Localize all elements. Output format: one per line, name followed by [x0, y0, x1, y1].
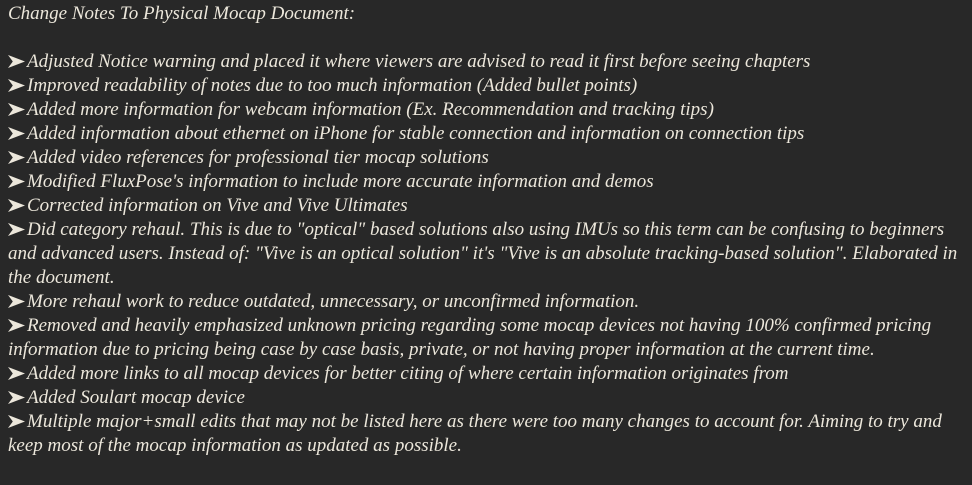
change-note-item: [8, 98, 962, 122]
arrowhead-right-icon: [8, 295, 25, 308]
change-note-text: Corrected information on Vive and Vive Ultimates: [27, 195, 408, 216]
arrowhead-right-icon: [8, 415, 25, 428]
change-note-item: [8, 362, 962, 386]
arrowhead-right-icon: [8, 151, 25, 164]
change-note-item: [8, 194, 962, 218]
arrowhead-right-icon: [8, 367, 25, 380]
arrowhead-right-icon: [8, 391, 25, 404]
change-note-text: Adjusted Notice warning and placed it where viewers are advised to read it first before seeing chapters: [27, 51, 811, 72]
change-note-item: [8, 122, 962, 146]
change-note-text: Added video references for professional tier mocap solutions: [27, 147, 489, 168]
change-note-text: Multiple major+small edits that may not be listed here as there were too many changes to account for. Aiming to try and keep most of the mocap information as updated as possible.: [8, 411, 942, 456]
change-note-item: [8, 218, 962, 290]
change-note-text: Improved readability of notes due to too much information (Added bullet points): [27, 75, 638, 96]
change-note-text: Added more links to all mocap devices for better citing of where certain information originates from: [27, 363, 789, 384]
change-note-text: Added Soulart mocap device: [27, 387, 245, 408]
change-note-text: Added more information for webcam information (Ex. Recommendation and tracking tips): [27, 99, 714, 120]
change-note-item: [8, 170, 962, 194]
arrowhead-right-icon: [8, 79, 25, 92]
arrowhead-right-icon: [8, 55, 25, 68]
arrowhead-right-icon: [8, 103, 25, 116]
arrowhead-right-icon: [8, 223, 25, 236]
change-notes-list: [8, 50, 962, 458]
document-title: Change Notes To Physical Mocap Document:: [8, 3, 356, 24]
change-note-text: More rehaul work to reduce outdated, unnecessary, or unconfirmed information.: [27, 291, 640, 312]
arrowhead-right-icon: [8, 319, 25, 332]
arrowhead-right-icon: [8, 199, 25, 212]
change-note-item: [8, 50, 962, 74]
change-note-text: Did category rehaul. This is due to "optical" based solutions also using IMUs so this term can be confusing to beginners and advanced users. Instead of: "Vive is an optical solution" it's "Vive is an absolute tracking-based solution". Elaborated in the document.: [8, 219, 958, 288]
change-note-item: [8, 290, 962, 314]
change-note-text: Removed and heavily emphasized unknown pricing regarding some mocap devices not having 100% confirmed pricing information due to pricing being case by case basis, private, or not having proper information at the current time.: [8, 315, 932, 360]
arrowhead-right-icon: [8, 127, 25, 140]
change-note-item: [8, 146, 962, 170]
change-note-item: [8, 74, 962, 98]
change-note-item: [8, 410, 962, 458]
change-note-item: [8, 386, 962, 410]
arrowhead-right-icon: [8, 175, 25, 188]
change-note-text: Added information about ethernet on iPhone for stable connection and information on connection tips: [27, 123, 805, 144]
change-note-text: Modified FluxPose's information to include more accurate information and demos: [27, 171, 654, 192]
change-note-item: [8, 314, 962, 362]
